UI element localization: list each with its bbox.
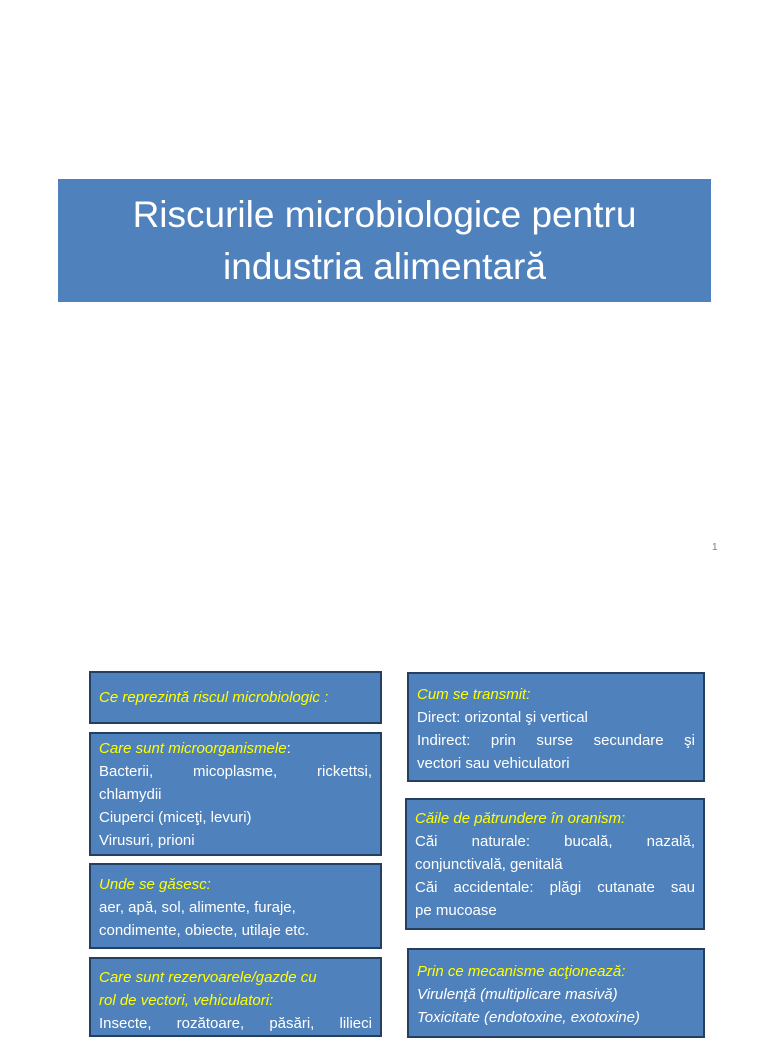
box-heading: Cum se transmit: [417, 686, 531, 703]
box-line: Căi accidentale: plăgi cutanate sau [415, 879, 695, 896]
box-line: vectori sau vehiculatori [417, 755, 570, 772]
slide-title-banner [58, 179, 711, 302]
box-heading: Care sunt microorganismele [99, 740, 287, 757]
box-line: Insecte, rozătoare, păsări, lilieci [99, 1015, 372, 1032]
page-number: 1 [712, 542, 718, 553]
box-line: Bacterii, micoplasme, rickettsi, [99, 763, 372, 780]
box-line: Direct: orizontal şi vertical [417, 709, 588, 726]
box-heading: Prin ce mecanisme acţionează: [417, 963, 626, 980]
box-line: pe mucoase [415, 902, 497, 919]
box-heading: Ce reprezintă riscul microbiologic : [99, 689, 329, 706]
box-line: condimente, obiecte, utilaje etc. [99, 922, 310, 939]
box-line: Ciuperci (miceţi, levuri) [99, 809, 252, 826]
box-line: Toxicitate (endotoxine, exotoxine) [417, 1009, 640, 1026]
slide-title-line-2: industria alimentară [223, 245, 546, 287]
box-heading: Care sunt rezervoarele/gazde cu [99, 969, 317, 986]
box-line: Virusuri, prioni [99, 832, 195, 849]
box-entry-routes [405, 798, 705, 930]
box-line: aer, apă, sol, alimente, furaje, [99, 899, 296, 916]
box-line: chlamydii [99, 786, 162, 803]
box-heading-colon: : [206, 876, 211, 893]
slide-title-line-1: Riscurile microbiologice pentru [132, 193, 637, 235]
box-risk-definition [89, 671, 382, 724]
box-line: Căi naturale: bucală, nazală, [415, 833, 695, 850]
box-heading: Unde se găsesc [99, 876, 207, 893]
box-line: Virulenţă (multiplicare masivă) [417, 986, 618, 1003]
box-heading-colon: : [269, 992, 274, 1009]
box-heading-colon: : [286, 740, 291, 757]
box-reservoirs [89, 957, 382, 1037]
box-line: Indirect: prin surse secundare şi [417, 732, 695, 749]
box-heading: rol de vectori, vehiculatori [99, 992, 270, 1009]
box-where-found [89, 863, 382, 949]
box-microorganisms [89, 732, 382, 856]
box-line: conjunctivală, genitală [415, 856, 563, 873]
box-mechanisms [407, 948, 705, 1038]
box-transmission [407, 672, 705, 782]
box-heading: Căile de pătrundere în oranism: [415, 810, 626, 827]
